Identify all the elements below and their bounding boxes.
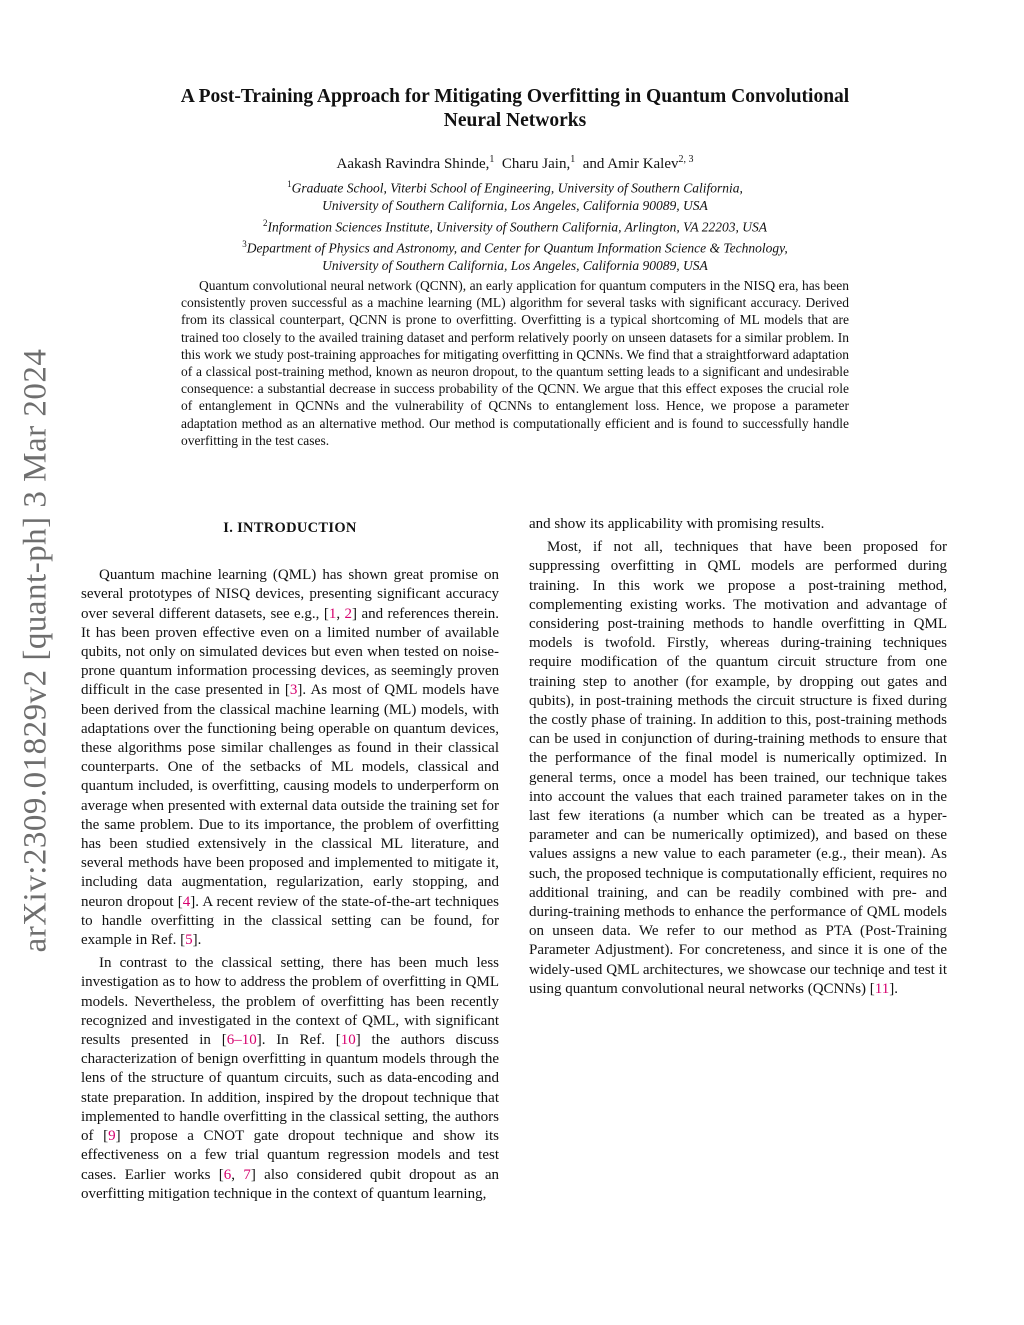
arxiv-id-text: arXiv:2309.01829v2 [quant-ph] 3 Mar 2024: [17, 348, 54, 952]
paragraph-2-continued: [529, 515, 947, 534]
text-run: ]. As most of QML models have been derived from the classical machine learning (ML) models, with adaptations over the functioning being operable on quantum devices, these algorithms pose similar challenges as found in their classical counterparts. One of the setbacks of ML models, classical and quantum included, is overfitting, causing models to underperform on average when presented with external data outside the training set for the same problem. Due to its importance, the problem of overfitting has been studied extensively in the classical ML literature, and several methods have been proposed and implemented to mitigate it, including data augmentation, regularization, early stopping, and neuron dropout [: [81, 682, 499, 910]
section-heading: I. INTRODUCTION: [223, 520, 357, 536]
affiliations: [110, 176, 920, 274]
text-run: ,: [336, 605, 345, 622]
affiliation-2: [110, 215, 920, 236]
citation-link[interactable]: 10: [340, 1032, 356, 1049]
paragraph-3: [529, 538, 947, 999]
text-run: In contrast to the classical setting, there has been much less investigation as to how to address the problem of overfitting in QML models. Nevertheless, the problem of overfitting has been recently recognized and investigated in the context of QML, with significant results presented in [: [81, 955, 499, 1049]
citation-link[interactable]: 5: [185, 932, 193, 949]
affiliation-mark: 3: [242, 238, 247, 249]
affiliation-3-cont: University of Southern California, Los Angeles, California 90089, USA: [322, 257, 708, 273]
text-run: ].: [889, 980, 898, 997]
affiliation-3: [110, 236, 920, 257]
affiliation-text: Graduate School, Viterbi School of Engineering, University of Southern California,: [291, 180, 743, 196]
affiliation-mark: 1: [287, 179, 292, 189]
title-line-2: Neural Networks: [443, 110, 587, 131]
abstract: Quantum convolutional neural network (QCNN), an early application for quantum computers in the NISQ era, has been consistently proven successful as a machine learning (ML) algorithm for several tasks with significant accuracy. Derived from its classical counterpart, QCNN is prone to overfitting. Overfitting is a typical shortcoming of ML models that are trained too closely to the availed training dataset and perform relatively poorly on unseen datasets for a similar problem. In this work we study post-training approaches for mitigating overfitting in QCNNs. We find that a straightforward adaptation of a classical post-training method, known as neuron dropout, to the quantum setting leads to a significant and undesirable consequence: a substantial decrease in success probability of the QCNN. We argue that this effect exposes the crucial role of entanglement in QCNNs and the vulnerability of QCNNs to entanglement loss. Hence, we propose a parameter adaptation method as an alternative method. Our method is computationally efficient and is found to successfully handle overfitting in the test cases.: [181, 278, 849, 448]
citation-link[interactable]: 3: [289, 682, 298, 699]
text-run: and show its applicability with promising results.: [529, 516, 825, 532]
citation-link[interactable]: 2: [344, 605, 353, 622]
affiliation-mark: 2: [263, 217, 268, 228]
affiliation-1: [110, 176, 920, 197]
author-list: [110, 150, 920, 174]
text-run: ]. In Ref. [: [256, 1032, 341, 1049]
citation-link[interactable]: 1: [328, 605, 337, 622]
paper-title: [110, 85, 920, 133]
paragraph-1: [81, 566, 499, 950]
author-affiliation-mark: 2, 3: [678, 154, 694, 165]
author-name: Charu Jain,: [501, 156, 571, 172]
arxiv-identifier-stamp: [12, 340, 60, 960]
text-run: Quantum machine learning (QML) has shown great promise on several prototypes of NISQ devices, presenting significant accuracy over several different datasets, see e.g., [: [81, 567, 499, 622]
affiliation-text: Information Sciences Institute, University of Southern California, Arlington, VA 22203, USA: [267, 219, 767, 234]
author-affiliation-mark: 1: [570, 154, 576, 165]
citation-link[interactable]: 11: [874, 980, 890, 997]
affiliation-1-cont: University of Southern California, Los Angeles, California 90089, USA: [322, 198, 708, 213]
text-run: Most, if not all, techniques that have been proposed for suppressing overfitting in QML models are performed during training. In this work we propose a post-training method, complementing existing works. The motivation and advantage of considering post-training methods to handle overfitting in QML models is twofold. Firstly, whereas during-training techniques require modification of the quantum circuit structure from one training step to another (for example, by dropping out gates and qubits), in post-training methods the circuit structure is fixed during the costly phase of training. In addition to this, post-training methods can be used in conjunction of during-training methods to ensure that the performance of the final model is numerically optimized. In general terms, once a model has been trained, our technique takes into account the values that each trained parameter takes on in the last few iterations (a number which can be treated as a hyper-parameter and can be numerically optimized), and based on these values assigns a new value to each parameter (e.g., their mean). As such, the proposed technique is computationally efficient, requires no additional training, and can be readily combined with pre- and during-training methods to enhance the performance of QML models on unseen data. We refer to our method as PTA (Post-Training Parameter Adjustment). For concreteness, and since it is one of the widely-used QML architectures, we showcase our techniqe and test it using quantum convolutional neural networks (QCNNs) [: [529, 539, 947, 997]
citation-link[interactable]: 6: [223, 1166, 232, 1183]
text-run: ,: [231, 1166, 244, 1183]
citation-link[interactable]: 6–10: [226, 1032, 257, 1049]
title-line-1: A Post-Training Approach for Mitigating Overfitting in Quantum Convolutional: [180, 86, 850, 107]
text-run: ]. A recent review of the state-of-the-art techniques to handle overfitting in the classical setting can be found, for example in Ref. [: [81, 893, 500, 949]
text-run: ] and references therein. It has been proven effective even on a limited number of available qubits, not only on simulated devices but even when tested on noise-prone quantum information processing devices, as seemingly proven difficult in the case presented in [: [81, 605, 499, 699]
author-name: Aakash Ravindra Shinde,: [336, 156, 490, 172]
text-run: ] the authors discuss characterization of benign overfitting in quantum models through the lens of the structure of quantum circuits, such as data-encoding and state preparation. In addition, inspired by the dropout technique that implemented to handle overfitting in the classical setting, the authors of [: [81, 1032, 499, 1145]
author-name: and Amir Kalev: [582, 156, 679, 172]
text-run: ] also considered qubit dropout as an overfitting mitigation technique in the context of quantum learning,: [81, 1166, 499, 1202]
left-column: [81, 515, 499, 1208]
citation-link[interactable]: 7: [243, 1166, 251, 1183]
citation-link[interactable]: 9: [108, 1128, 116, 1145]
citation-link[interactable]: 4: [182, 893, 191, 910]
author-affiliation-mark: 1: [489, 154, 495, 165]
text-run: ] propose a CNOT gate dropout technique and show its effectiveness on a few trial quantum regression models and test cases. Earlier works [: [81, 1128, 499, 1183]
affiliation-text: Department of Physics and Astronomy, and Center for Quantum Information Science & Technology,: [246, 240, 788, 255]
paragraph-2: [81, 954, 499, 1204]
text-run: ].: [192, 932, 202, 949]
right-column: [529, 515, 947, 1003]
